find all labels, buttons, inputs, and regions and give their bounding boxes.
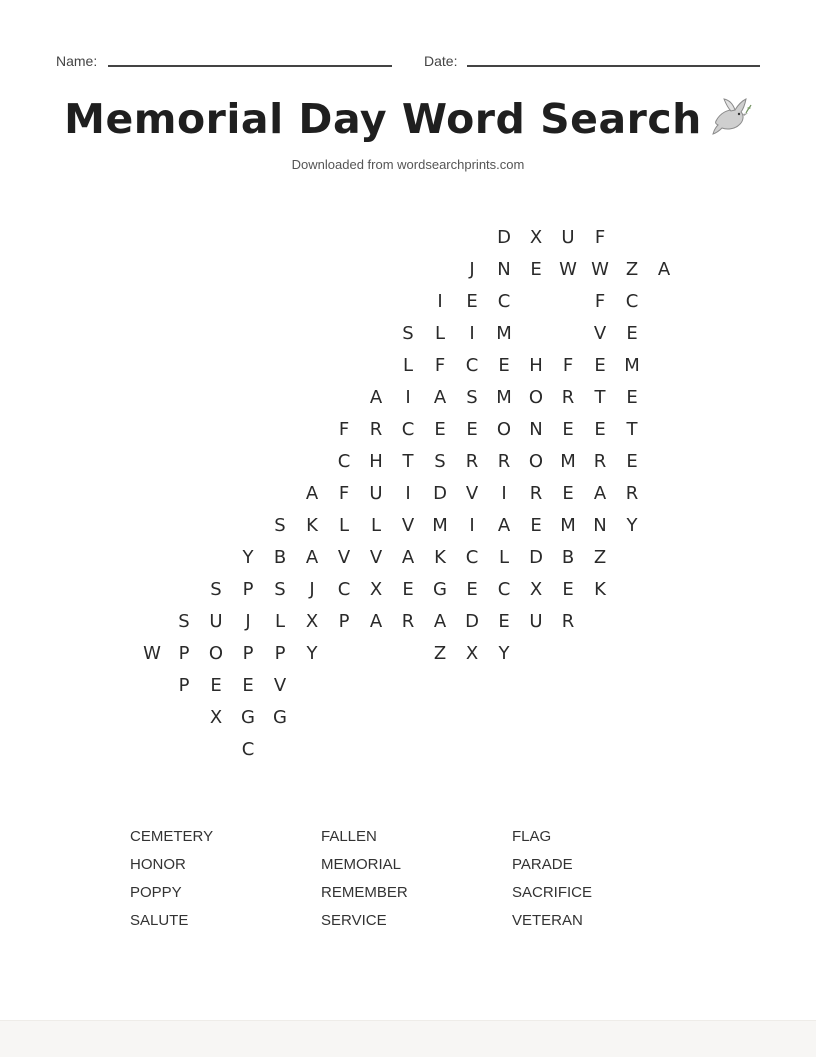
- grid-letter[interactable]: U: [529, 611, 543, 632]
- grid-letter[interactable]: C: [497, 291, 511, 312]
- grid-letter[interactable]: S: [210, 579, 222, 600]
- grid-letter[interactable]: X: [305, 611, 319, 632]
- grid-letter[interactable]: C: [337, 579, 351, 600]
- grid-letter[interactable]: E: [466, 419, 478, 440]
- grid-letter[interactable]: R: [593, 451, 607, 472]
- grid-letter[interactable]: G: [241, 707, 255, 728]
- grid-letter[interactable]: I: [437, 291, 443, 312]
- name-label: Name:: [56, 53, 98, 69]
- grid-letter[interactable]: S: [402, 323, 414, 344]
- grid-letter[interactable]: A: [305, 483, 319, 504]
- grid-letter[interactable]: D: [497, 227, 511, 248]
- word-list-item: POPPY: [130, 884, 182, 901]
- grid-letter[interactable]: P: [178, 675, 190, 696]
- grid-letter[interactable]: P: [178, 643, 190, 664]
- grid-letter[interactable]: G: [273, 707, 287, 728]
- grid-letter[interactable]: C: [465, 547, 479, 568]
- grid-letter[interactable]: A: [497, 515, 511, 536]
- grid-letter[interactable]: E: [466, 291, 478, 312]
- grid-letter[interactable]: M: [560, 515, 576, 536]
- grid-letter[interactable]: D: [465, 611, 479, 632]
- grid-letter[interactable]: X: [209, 707, 223, 728]
- grid-letter[interactable]: Z: [433, 643, 447, 664]
- word-list-item: MEMORIAL: [321, 856, 402, 873]
- grid-letter[interactable]: Z: [625, 259, 639, 280]
- grid-letter[interactable]: E: [530, 259, 542, 280]
- grid-letter[interactable]: E: [466, 579, 478, 600]
- grid-letter[interactable]: R: [625, 483, 639, 504]
- grid-letter[interactable]: R: [561, 611, 575, 632]
- grid-letter[interactable]: F: [594, 227, 606, 248]
- grid-letter[interactable]: X: [465, 643, 479, 664]
- grid-letter[interactable]: A: [433, 611, 447, 632]
- grid-letter[interactable]: E: [594, 355, 606, 376]
- grid-letter[interactable]: O: [528, 387, 544, 408]
- grid-letter[interactable]: J: [245, 611, 251, 632]
- grid-letter[interactable]: Y: [626, 515, 638, 536]
- grid-letter[interactable]: D: [433, 483, 447, 504]
- grid-letter[interactable]: O: [528, 451, 544, 472]
- grid-letter[interactable]: R: [369, 419, 383, 440]
- grid-letter[interactable]: W: [591, 259, 609, 280]
- grid-letter[interactable]: M: [624, 355, 640, 376]
- grid-letter[interactable]: V: [401, 515, 415, 536]
- grid-letter[interactable]: P: [242, 579, 254, 600]
- word-list-item: CEMETERY: [130, 828, 214, 845]
- word-list-item: SERVICE: [321, 912, 387, 929]
- grid-letter[interactable]: U: [369, 483, 383, 504]
- grid-letter[interactable]: E: [530, 515, 542, 536]
- grid-letter[interactable]: N: [497, 259, 511, 280]
- grid-letter[interactable]: U: [561, 227, 575, 248]
- grid-letter[interactable]: A: [305, 547, 319, 568]
- grid-letter[interactable]: I: [501, 483, 507, 504]
- grid-letter[interactable]: I: [469, 515, 475, 536]
- grid-letter[interactable]: C: [625, 291, 639, 312]
- grid-letter[interactable]: C: [337, 451, 351, 472]
- grid-letter[interactable]: D: [529, 547, 543, 568]
- grid-letter[interactable]: L: [434, 323, 446, 344]
- grid-letter[interactable]: A: [401, 547, 415, 568]
- grid-letter[interactable]: L: [274, 611, 286, 632]
- title-text: Memorial Day Word Search: [64, 95, 702, 143]
- grid-letter[interactable]: U: [209, 611, 223, 632]
- grid-letter[interactable]: E: [434, 419, 446, 440]
- grid-letter[interactable]: R: [465, 451, 479, 472]
- grid-letter[interactable]: M: [496, 323, 512, 344]
- grid-letter[interactable]: B: [561, 547, 575, 568]
- grid-letter[interactable]: E: [626, 323, 638, 344]
- grid-letter[interactable]: J: [469, 259, 475, 280]
- footer-band: [0, 1020, 816, 1057]
- grid-letter[interactable]: A: [657, 259, 671, 280]
- grid-letter[interactable]: X: [529, 579, 543, 600]
- grid-letter[interactable]: R: [561, 387, 575, 408]
- word-list-item: VETERAN: [512, 912, 583, 929]
- grid-letter[interactable]: S: [274, 579, 286, 600]
- grid-letter[interactable]: E: [594, 419, 606, 440]
- grid-letter[interactable]: E: [626, 387, 638, 408]
- grid-letter[interactable]: T: [626, 419, 638, 440]
- grid-letter[interactable]: E: [210, 675, 222, 696]
- grid-letter[interactable]: F: [338, 483, 350, 504]
- grid-letter[interactable]: H: [369, 451, 383, 472]
- grid-letter[interactable]: E: [562, 483, 574, 504]
- grid-letter[interactable]: K: [434, 547, 446, 568]
- grid-letter[interactable]: V: [593, 323, 607, 344]
- grid-letter[interactable]: V: [369, 547, 383, 568]
- grid-letter[interactable]: N: [529, 419, 543, 440]
- grid-letter[interactable]: G: [433, 579, 447, 600]
- grid-letter[interactable]: F: [338, 419, 350, 440]
- grid-letter[interactable]: P: [338, 611, 350, 632]
- grid-letter[interactable]: E: [562, 579, 574, 600]
- grid-letter[interactable]: S: [274, 515, 286, 536]
- grid-letter[interactable]: E: [498, 611, 510, 632]
- grid-letter[interactable]: S: [466, 387, 478, 408]
- grid-letter[interactable]: W: [559, 259, 577, 280]
- grid-letter[interactable]: Y: [498, 643, 510, 664]
- word-list-item: PARADE: [512, 856, 573, 873]
- word-list: [130, 826, 730, 932]
- grid-letter[interactable]: M: [496, 387, 512, 408]
- grid-letter[interactable]: S: [178, 611, 190, 632]
- grid-letter[interactable]: E: [498, 355, 510, 376]
- subtitle: Downloaded from wordsearchprints.com: [291, 157, 525, 172]
- grid-letter[interactable]: K: [594, 579, 606, 600]
- grid-letter[interactable]: I: [405, 387, 411, 408]
- word-list-item: FLAG: [512, 828, 552, 845]
- grid-letter[interactable]: O: [208, 643, 224, 664]
- grid-letter[interactable]: N: [593, 515, 607, 536]
- grid-letter[interactable]: M: [432, 515, 448, 536]
- word-list-item: SACRIFICE: [512, 884, 593, 901]
- grid-letter[interactable]: O: [496, 419, 512, 440]
- grid-letter[interactable]: L: [338, 515, 350, 536]
- grid-letter[interactable]: X: [369, 579, 383, 600]
- grid-letter[interactable]: B: [273, 547, 287, 568]
- grid-letter[interactable]: V: [465, 483, 479, 504]
- word-list-item: HONOR: [130, 856, 186, 873]
- grid-letter[interactable]: T: [594, 387, 606, 408]
- grid-letter[interactable]: E: [242, 675, 254, 696]
- grid-letter[interactable]: A: [433, 387, 447, 408]
- grid-letter[interactable]: Z: [593, 547, 607, 568]
- grid-letter[interactable]: R: [401, 611, 415, 632]
- grid-letter[interactable]: A: [593, 483, 607, 504]
- word-list-item: FALLEN: [321, 828, 377, 845]
- grid-letter[interactable]: P: [274, 643, 286, 664]
- grid-letter[interactable]: V: [273, 675, 287, 696]
- grid-letter[interactable]: L: [498, 547, 510, 568]
- grid-letter[interactable]: M: [560, 451, 576, 472]
- grid-letter[interactable]: K: [306, 515, 318, 536]
- grid-letter[interactable]: L: [402, 355, 414, 376]
- grid-letter[interactable]: W: [143, 643, 161, 664]
- grid-letter[interactable]: E: [402, 579, 414, 600]
- grid-letter[interactable]: Y: [242, 547, 254, 568]
- grid-letter[interactable]: I: [405, 483, 411, 504]
- word-list-item: REMEMBER: [321, 884, 408, 901]
- grid-letter[interactable]: F: [434, 355, 446, 376]
- grid-letter[interactable]: V: [337, 547, 351, 568]
- grid-letter[interactable]: S: [434, 451, 446, 472]
- word-list-item: SALUTE: [130, 912, 189, 929]
- grid-letter[interactable]: P: [242, 643, 254, 664]
- grid-letter[interactable]: C: [401, 419, 415, 440]
- grid-letter[interactable]: F: [594, 291, 606, 312]
- grid-letter[interactable]: X: [529, 227, 543, 248]
- grid-letter[interactable]: E: [562, 419, 574, 440]
- grid-letter[interactable]: L: [370, 515, 382, 536]
- grid-letter[interactable]: Y: [306, 643, 318, 664]
- grid-letter[interactable]: A: [369, 611, 383, 632]
- grid-letter[interactable]: T: [402, 451, 414, 472]
- grid-letter[interactable]: C: [497, 579, 511, 600]
- date-label: Date:: [424, 53, 458, 69]
- grid-letter[interactable]: C: [241, 739, 255, 760]
- grid-letter[interactable]: R: [529, 483, 543, 504]
- grid-letter[interactable]: I: [469, 323, 475, 344]
- grid-letter[interactable]: J: [309, 579, 315, 600]
- grid-letter[interactable]: A: [369, 387, 383, 408]
- grid-letter[interactable]: F: [562, 355, 574, 376]
- grid-letter[interactable]: C: [465, 355, 479, 376]
- grid-letter[interactable]: H: [529, 355, 543, 376]
- grid-letter[interactable]: R: [497, 451, 511, 472]
- grid-letter[interactable]: E: [626, 451, 638, 472]
